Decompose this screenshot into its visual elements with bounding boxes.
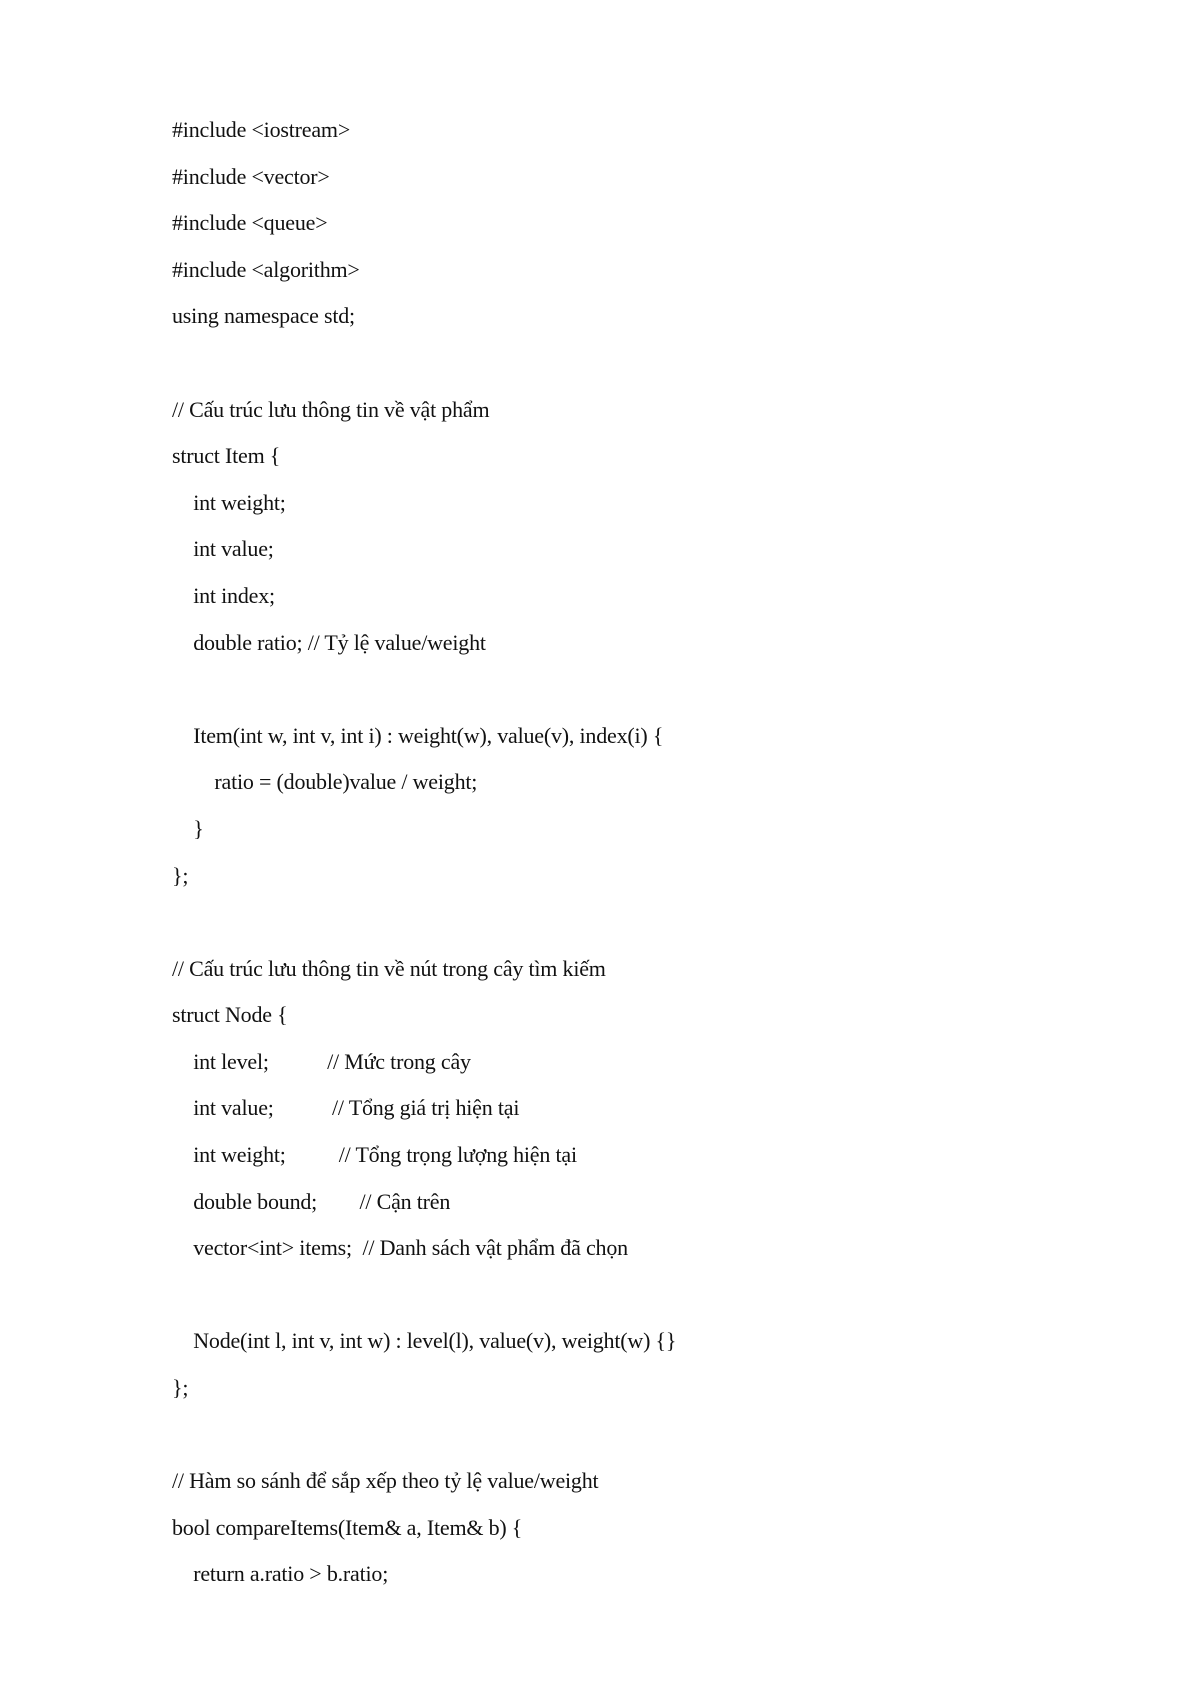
code-line-item-constructor: Item(int w, int v, int i) : weight(w), value(v), index(i) { (172, 722, 664, 748)
code-line-close-struct: }; (172, 1375, 189, 1401)
code-line-compare-return: return a.ratio > b.ratio; (172, 1561, 389, 1587)
code-line-include-algorithm: #include <algorithm> (172, 256, 360, 282)
code-line-struct-item: struct Item { (172, 443, 281, 469)
code-line-include-iostream: #include <iostream> (172, 117, 351, 142)
code-line-ratio-assign: ratio = (double)value / weight; (172, 769, 478, 795)
code-line-item-value: int value; (172, 536, 274, 562)
code-line-blank (172, 1274, 676, 1321)
code-line-close-brace: } (172, 815, 204, 841)
code-line-item-ratio: double ratio; // Tỷ lệ value/weight (172, 629, 486, 655)
code-line-comment-node: // Cấu trúc lưu thông tin về nút trong cây tìm kiếm (172, 955, 606, 981)
code-listing (172, 109, 676, 1600)
code-line-item-weight: int weight; (172, 489, 286, 515)
code-line-comment-item: // Cấu trúc lưu thông tin về vật phẩm (172, 396, 490, 422)
code-line-include-queue: #include <queue> (172, 210, 328, 236)
code-line-struct-node: struct Node { (172, 1002, 288, 1028)
code-line-node-weight: int weight; // Tổng trọng lượng hiện tại (172, 1142, 577, 1168)
code-line-node-value: int value; // Tổng giá trị hiện tại (172, 1095, 520, 1121)
code-line-using-namespace: using namespace std; (172, 303, 355, 329)
code-line-blank (172, 342, 676, 389)
code-line-close-struct: }; (172, 862, 189, 888)
code-line-compare-signature: bool compareItems(Item& a, Item& b) { (172, 1514, 523, 1540)
code-line-blank (172, 1414, 676, 1461)
code-line-node-bound: double bound; // Cận trên (172, 1188, 451, 1214)
code-line-blank (172, 668, 676, 715)
code-line-blank (172, 901, 676, 948)
code-line-node-items: vector<int> items; // Danh sách vật phẩm đã chọn (172, 1235, 628, 1261)
code-line-item-index: int index; (172, 582, 275, 608)
code-line-include-vector: #include <vector> (172, 163, 330, 189)
code-line-node-level: int level; // Mức trong cây (172, 1048, 471, 1074)
code-line-comment-compare: // Hàm so sánh để sắp xếp theo tỷ lệ value/weight (172, 1468, 599, 1494)
code-line-node-constructor: Node(int l, int v, int w) : level(l), value(v), weight(w) {} (172, 1328, 677, 1354)
